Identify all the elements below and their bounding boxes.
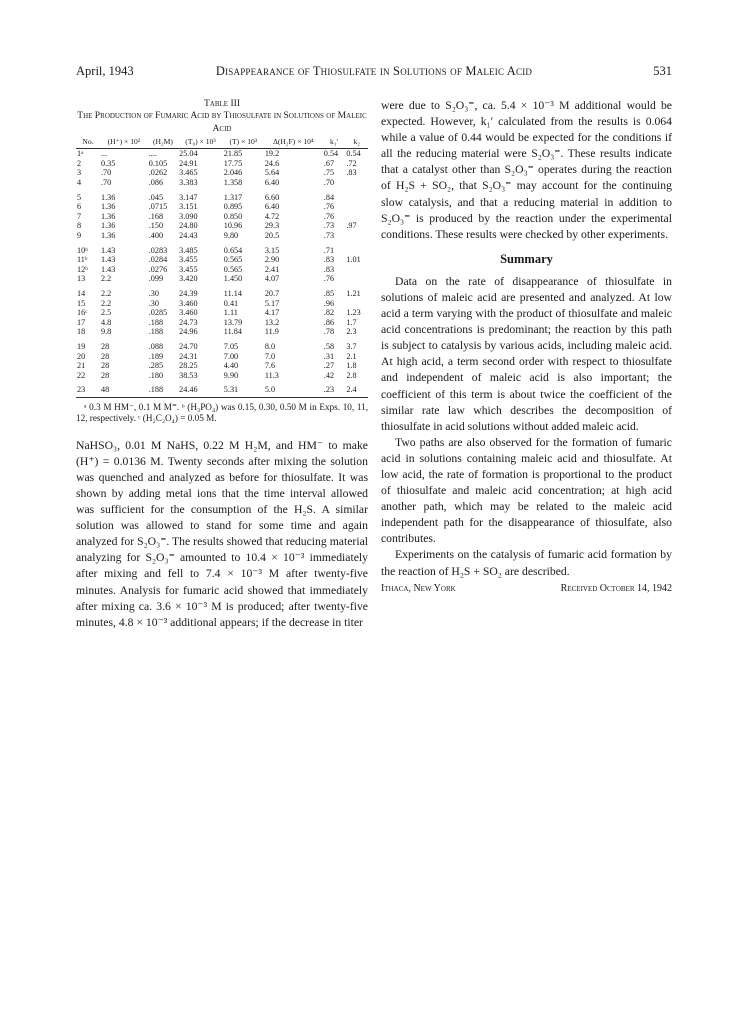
table-cell: 1.43 <box>101 255 116 265</box>
table-cell: 6.40 <box>264 202 280 212</box>
table-cell: .75 <box>323 168 335 178</box>
table-cell: 28 <box>101 361 110 371</box>
table-cell: 24.91 <box>179 158 198 168</box>
table-caption <box>76 98 368 135</box>
table-row <box>76 178 368 188</box>
running-header <box>76 64 672 80</box>
table-cell: 4.8 <box>101 317 112 327</box>
table-cell: 8 <box>77 221 82 231</box>
table-cell: .83 <box>323 255 335 265</box>
table-cell: 24.96 <box>179 327 198 337</box>
table-cell: .400 <box>148 230 164 240</box>
table-cell: 23 <box>76 380 100 397</box>
table-cell: .188 <box>148 380 178 397</box>
table-cell: 21.85 <box>223 149 243 159</box>
table-cell: .30 <box>148 298 159 308</box>
table-cell: 0.54 <box>346 149 361 159</box>
table-cell: 9 <box>77 230 82 240</box>
table-row <box>76 318 368 328</box>
table-cell: 3.455 <box>179 255 198 265</box>
data-table <box>76 138 368 398</box>
column-header: (H⁺) × 10² <box>100 138 148 149</box>
table-cell: 5.17 <box>264 298 280 308</box>
table-title: The Production of Fumaric Acid by Thiosulfate in Solutions of Maleic Acid <box>77 110 367 134</box>
table-cell: 24.73 <box>179 317 198 327</box>
table-cell: 24.6 <box>264 158 280 168</box>
table-row <box>76 221 368 231</box>
table-cell: 28 <box>101 370 110 380</box>
table-cell: 9.80 <box>223 230 239 240</box>
table-cell: 20.5 <box>264 230 280 240</box>
column-header: Δ(H₂F) × 10⁴ <box>264 138 323 149</box>
table-cell: 9.90 <box>223 370 239 380</box>
table-cell: 24.80 <box>179 221 198 231</box>
table-row <box>76 202 368 212</box>
table-cell: .0284 <box>148 255 168 265</box>
table-cell: .96 <box>323 298 335 308</box>
table-cell <box>345 241 368 256</box>
table-cell: .0285 <box>148 308 168 318</box>
table-cell <box>345 231 368 241</box>
table-cell: .285 <box>148 361 164 371</box>
table-cell: .150 <box>148 221 164 231</box>
table-cell: 3 <box>77 168 82 178</box>
right-column <box>381 98 672 594</box>
table-cell: 3.383 <box>179 178 198 187</box>
table-cell: 0.54 <box>323 149 339 159</box>
table-cell: 28 <box>101 351 110 361</box>
table-cell: .189 <box>148 351 164 361</box>
table-row <box>76 327 368 337</box>
received-date: Received October 14, 1942 <box>560 582 672 594</box>
table-cell: .0283 <box>148 245 168 255</box>
table-cell: .76 <box>323 211 335 221</box>
table-cell: 2.046 <box>223 168 243 178</box>
table-cell: 5.0 <box>264 380 323 397</box>
table-cell: 6 <box>77 202 82 212</box>
table-cell: .045 <box>148 192 164 202</box>
table-cell: .58 <box>323 341 335 351</box>
table-cell: 1.7 <box>346 317 357 327</box>
table-cell: 1.317 <box>223 192 243 202</box>
table-cell: 1.43 <box>101 264 116 274</box>
table-cell <box>345 299 368 309</box>
column-header: (T) × 10³ <box>223 138 264 149</box>
table-cell: 24.43 <box>179 230 198 240</box>
table-cell: .97 <box>346 221 357 231</box>
table-cell: 7.00 <box>223 351 239 361</box>
table-cell: .73 <box>323 230 335 240</box>
column-header: k₂ <box>345 138 368 149</box>
table-cell: .86 <box>323 317 335 327</box>
table-row <box>76 284 368 299</box>
table-cell: .0276 <box>148 264 168 274</box>
table-cell: 1.36 <box>101 192 116 202</box>
table-cell: 11.84 <box>223 327 242 337</box>
table-cell: .0262 <box>148 168 168 178</box>
table-cell: 20 <box>77 351 86 361</box>
table-cell <box>345 265 368 275</box>
table-cell: 2.90 <box>264 255 280 265</box>
table-cell: .72 <box>346 158 357 168</box>
table-cell: .82 <box>323 308 335 318</box>
table-cell <box>345 188 368 203</box>
table-cell: 11.9 <box>264 327 279 337</box>
table-cell: .... <box>148 149 157 159</box>
table-cell: 13.79 <box>223 317 243 327</box>
table-cell: .42 <box>323 370 335 380</box>
table-row <box>76 212 368 222</box>
column-header: (H₂M) <box>148 138 178 149</box>
table-cell: 22 <box>77 370 86 380</box>
signature-line <box>381 583 672 594</box>
table-cell: .76 <box>323 274 335 284</box>
table-row <box>76 352 368 362</box>
table-cell: .188 <box>148 317 164 327</box>
table-cell: 7.05 <box>223 341 239 351</box>
table-row <box>76 188 368 203</box>
table-cell: .168 <box>148 211 164 221</box>
table-cell: 20.7 <box>264 288 280 298</box>
table-cell: 11.3 <box>264 370 279 380</box>
table-cell: 3.090 <box>179 211 198 221</box>
table-cell: 0.41 <box>223 298 239 308</box>
table-cell: 2.5 <box>101 308 112 318</box>
table-cell: 19.2 <box>264 149 280 159</box>
table-cell: 4.17 <box>264 308 280 318</box>
left-paragraph: NaHSO₃, 0.01 M NaHS, 0.22 M H₂M, and HM⁻ to make (H⁺) = 0.0136 M. Twenty seconds after mixing the solution was quenched and analyzed as before for thiosulfate. It was shown by adding metal ions that the time interval allowed was sufficient for the consumption of the H₂S. A similar solution was allowed to stand for some time and again analyzed for S₂O₃⁼. The results showed that reducing material analyzing for S₂O₃⁼ amounted to 10.4 × 10⁻³ immediately after mixing and fell to 7.4 × 10⁻³ M after twenty-five minutes. Analysis for fumaric acid showed that immediately after mixing ca. 3.6 × 10⁻³ M is produced; after twenty-five minutes, 4.8 × 10⁻³ additional appears; if the decrease in titer <box>76 438 368 629</box>
table-cell: 3.460 <box>179 308 198 318</box>
table-cell: 0.565 <box>223 264 243 274</box>
table-cell: 24.39 <box>179 288 198 298</box>
table-cell: 5 <box>77 192 82 202</box>
table-cell: 2.41 <box>264 264 280 274</box>
table-cell: .83 <box>346 168 357 178</box>
table-cell <box>345 202 368 212</box>
table-row <box>76 380 368 397</box>
table-row <box>76 241 368 256</box>
table-cell: 3.151 <box>179 202 198 212</box>
table-cell: 24.46 <box>178 380 223 397</box>
table-cell: 28.25 <box>179 361 198 371</box>
table-cell: 2.8 <box>346 370 357 380</box>
column-header: (T₀) × 10³ <box>178 138 223 149</box>
table-row <box>76 255 368 265</box>
left-column <box>76 98 368 631</box>
table-cell: 3.7 <box>346 341 357 351</box>
table-cell: 1.43 <box>101 245 116 255</box>
table-cell: 10ᵇ <box>77 245 88 255</box>
table-cell: 11ᵇ <box>77 255 88 265</box>
table-cell: 24.70 <box>179 341 198 351</box>
table-cell: 1.23 <box>346 308 361 318</box>
table-cell: 14 <box>77 288 86 298</box>
table-cell: 3.147 <box>179 192 198 202</box>
table-cell: .30 <box>148 288 159 298</box>
table-cell: 11.14 <box>223 288 242 298</box>
issue-date: April, 1943 <box>76 64 134 78</box>
table-cell: 1.36 <box>101 230 116 240</box>
table-cell: 28 <box>101 341 110 351</box>
table-header-row <box>76 138 368 149</box>
table-cell: .099 <box>148 274 164 284</box>
table-cell: .67 <box>323 158 335 168</box>
table-cell: 6.40 <box>264 178 280 187</box>
table-cell: .0715 <box>148 202 168 212</box>
table-row <box>76 265 368 275</box>
table-body <box>76 149 368 398</box>
table-cell: .76 <box>323 202 335 212</box>
table-cell: 1.36 <box>101 202 116 212</box>
table-cell: .31 <box>323 351 335 361</box>
continuation-paragraph: were due to S₂O₃⁼, ca. 5.4 × 10⁻³ M additional would be expected. However, k₁′ calculated from the results is 0.064 while a value of 0.44 would be expected for the conditions if all the reducing material were S₂O₃⁼. These results indicate that a catalyst other than S₂O₃⁼ operates during the reaction of H₂S + SO₂, that S₂O₃⁼ may account for the continuing slow catalysis, and that a reducing material in addition to S₂O₃⁼ is produced by the reaction under the experimental conditions. These results were checked by other experiments. <box>381 99 672 241</box>
table-row <box>76 231 368 241</box>
column-header: No. <box>76 138 100 149</box>
table-cell: 1ᵃ <box>77 149 84 159</box>
author-location: Ithaca, New York <box>381 582 456 594</box>
table-cell: 3.455 <box>179 264 198 274</box>
table-cell: 0.654 <box>223 245 243 255</box>
page-number: 531 <box>653 64 672 78</box>
table-cell: 9.8 <box>101 327 112 337</box>
table-cell: 0.105 <box>148 158 168 168</box>
table-row <box>76 149 368 159</box>
table-cell <box>345 212 368 222</box>
table-row <box>76 168 368 178</box>
table-cell: .85 <box>323 288 335 298</box>
table-cell: 1.450 <box>223 274 243 284</box>
table-cell: 3.485 <box>179 245 198 255</box>
table-cell: 1.36 <box>101 211 116 221</box>
table-cell: 1.21 <box>346 288 361 298</box>
running-title: Disappearance of Thiosulfate in Solutions of Maleic Acid <box>215 64 533 78</box>
table-cell: .23 <box>323 380 346 397</box>
table-cell: 25.04 <box>179 149 198 159</box>
table-cell: .27 <box>323 361 335 371</box>
table-cell: .180 <box>148 370 164 380</box>
table-cell: 7.0 <box>264 351 276 361</box>
table-cell: .83 <box>323 264 335 274</box>
summary-paragraph-1: Data on the rate of disappearance of thiosulfate in solutions of maleic acid are presented and analyzed. At low acid a term varying with the product of thiosulfate and maleic acid concentrations is predominant; the reaction by this path is subject to catalysis by various acids, including maleic acid. At high acid, a term second order with respect to thiosulfate and independent of maleic acid is also important; the coefficient of this term is about twice the coefficient of the similar rate law which describes the decomposition of thiosulfate in acid solutions without added maleic acid. <box>381 274 672 433</box>
table-cell: 0.850 <box>223 211 243 221</box>
table-number: Table III <box>203 98 241 109</box>
table-cell: .70 <box>101 178 112 187</box>
table-cell: 29.3 <box>264 221 280 231</box>
table-row <box>76 361 368 371</box>
table-cell: 2.2 <box>101 274 112 284</box>
table-row <box>76 299 368 309</box>
table-cell: 6.60 <box>264 192 280 202</box>
table-cell: 10.96 <box>223 221 243 231</box>
table-cell: .188 <box>148 327 164 337</box>
table-cell: 5.31 <box>223 380 264 397</box>
table-cell: 5.64 <box>264 168 280 178</box>
table-cell: .088 <box>148 341 164 351</box>
table-cell: 0.565 <box>223 255 243 265</box>
table-cell: 2.2 <box>101 288 112 298</box>
table-cell: 4.40 <box>223 361 239 371</box>
table-cell: 1.8 <box>346 361 357 371</box>
summary-paragraph-2: Two paths are also observed for the formation of fumaric acid in solutions containing maleic acid and thiosulfate. At low acid, the rate of formation is proportional to the product of thiosulfate and maleic acid concentration; at high acid another path, which may be related to the maleic acid independent path for the disappearance of thiosulfate, also contributes. <box>381 435 672 546</box>
table-cell: 4.72 <box>264 211 280 221</box>
table-row <box>76 337 368 352</box>
table-cell: .73 <box>323 221 335 231</box>
table-row <box>76 371 368 381</box>
table-row <box>76 308 368 318</box>
table-cell: 15 <box>77 298 86 308</box>
table-cell: 1.358 <box>223 178 243 187</box>
table-cell: 4 <box>77 178 82 187</box>
table-cell: .84 <box>323 192 335 202</box>
table-cell: 8.0 <box>264 341 276 351</box>
table-cell: 3.460 <box>179 298 198 308</box>
table-cell: .71 <box>323 245 335 255</box>
table-cell: 2.3 <box>346 327 357 337</box>
table-cell: 7 <box>77 211 82 221</box>
table-cell: .086 <box>148 178 164 187</box>
summary-paragraph-3: Experiments on the catalysis of fumaric acid formation by the reaction of H₂S + SO₂ are described. <box>381 548 672 578</box>
table-cell: 48 <box>100 380 148 397</box>
table-cell: 2.4 <box>345 380 368 397</box>
table-footnote: ᵃ 0.3 M HM⁻, 0.1 M M⁼. ᵇ (H₃PO₄) was 0.15, 0.30, 0.50 M in Exps. 10, 11, 12, respectively. ᶜ (H₂C₂O₄) = 0.05 M. <box>76 401 368 424</box>
table-cell: 17 <box>77 317 86 327</box>
table-cell: 3.420 <box>179 274 198 284</box>
table-cell: 21 <box>77 361 86 371</box>
table-cell: 0.895 <box>223 202 243 212</box>
table-cell: 1.11 <box>223 308 238 318</box>
table-cell: 38.53 <box>179 370 198 380</box>
table-cell: 19 <box>77 341 86 351</box>
table-cell: 13.2 <box>264 317 280 327</box>
table-cell: 3.15 <box>264 245 280 255</box>
table-cell: 12ᵇ <box>77 264 88 274</box>
table-cell: .70 <box>101 168 112 178</box>
table-cell: 2.2 <box>101 298 112 308</box>
table-row <box>76 159 368 169</box>
table-cell: 0.35 <box>101 158 116 168</box>
table-cell: 13 <box>77 274 86 284</box>
table-row <box>76 274 368 284</box>
table-cell: 24.31 <box>179 351 198 361</box>
table-cell: 17.75 <box>223 158 243 168</box>
table-cell: .70 <box>323 178 335 187</box>
table-cell: 7.6 <box>264 361 276 371</box>
table-cell: 2 <box>77 158 82 168</box>
table-cell: 1.01 <box>346 255 361 265</box>
table-cell: 18 <box>77 327 86 337</box>
table-cell <box>345 274 368 284</box>
table-cell: .78 <box>323 327 335 337</box>
column-header: k₁′ <box>323 138 346 149</box>
table-cell: ... <box>101 149 108 159</box>
table-cell: 3.465 <box>179 168 198 178</box>
table-cell <box>345 178 368 188</box>
table-cell: 16ᶜ <box>77 308 88 318</box>
table-cell: 1.36 <box>101 221 116 231</box>
table-cell: 2.1 <box>346 351 357 361</box>
summary-heading: Summary <box>500 251 553 266</box>
table-cell: 4.07 <box>264 274 280 284</box>
